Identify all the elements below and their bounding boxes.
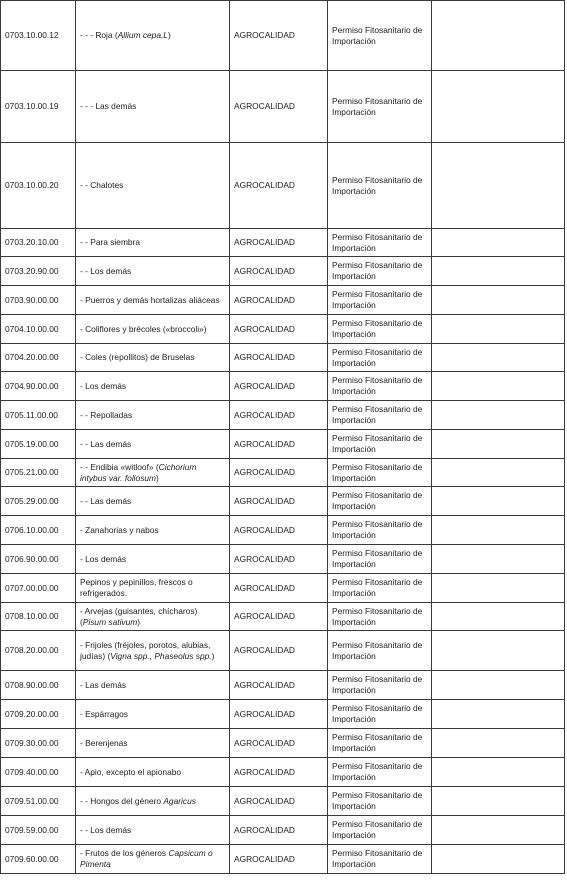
description-cell	[76, 143, 230, 229]
tariff-code-cell: 0704.20.00.00	[1, 344, 76, 372]
agency-cell: AGROCALIDAD	[230, 729, 328, 758]
agency-cell: AGROCALIDAD	[230, 459, 328, 487]
scientific-name-text: Vigna spp., Phaseolus spp.	[110, 650, 212, 661]
permit-cell: Permiso Fitosanitario de Importación	[328, 758, 432, 787]
empty-cell	[432, 71, 565, 143]
tariff-code-cell: 0708.20.00.00	[1, 631, 76, 671]
empty-cell	[432, 516, 565, 545]
description-text: - Berenjenas	[80, 737, 128, 748]
tariff-code-cell: 0703.90.00.00	[1, 286, 76, 315]
permit-cell: Permiso Fitosanitario de Importación	[328, 315, 432, 344]
scientific-name-text: Agaricus	[163, 795, 196, 806]
description-text: )	[156, 472, 159, 483]
agency-cell: AGROCALIDAD	[230, 700, 328, 729]
empty-cell	[432, 229, 565, 257]
tariff-code-cell: 0709.30.00.00	[1, 729, 76, 758]
description-text: )	[211, 650, 215, 661]
tariff-code-cell: 0703.10.00.19	[1, 71, 76, 143]
description-text: - Arvejas (guisantes, chícharos) (	[80, 605, 198, 627]
description-text: - - Los demás	[80, 265, 132, 276]
description-cell	[76, 487, 230, 516]
description-text: - Puerros y demás hortalizas aliáceas	[80, 294, 220, 305]
description-cell	[76, 603, 230, 631]
empty-cell	[432, 545, 565, 574]
empty-cell	[432, 729, 565, 758]
description-cell	[76, 257, 230, 286]
agency-cell: AGROCALIDAD	[230, 516, 328, 545]
description-text: - - Las demás	[80, 438, 132, 449]
permit-cell: Permiso Fitosanitario de Importación	[328, 372, 432, 401]
description-text: - Frijoles (fréjoles, porotos, alubias, judías) (	[80, 639, 211, 661]
table-row	[1, 315, 565, 344]
description-text: - - Las demás	[80, 495, 132, 506]
permit-cell: Permiso Fitosanitario de Importación	[328, 845, 432, 874]
empty-cell	[432, 372, 565, 401]
table-row	[1, 700, 565, 729]
empty-cell	[432, 631, 565, 671]
permit-cell: Permiso Fitosanitario de Importación	[328, 286, 432, 315]
description-text: - Zanahorias y nabos	[80, 524, 159, 535]
table-row	[1, 516, 565, 545]
description-cell	[76, 372, 230, 401]
agency-cell: AGROCALIDAD	[230, 401, 328, 430]
description-cell	[76, 71, 230, 143]
description-text: - - - Las demás	[80, 101, 137, 111]
description-text: )	[167, 30, 171, 40]
description-cell	[76, 545, 230, 574]
permit-cell: Permiso Fitosanitario de Importación	[328, 631, 432, 671]
permit-cell: Permiso Fitosanitario de Importación	[328, 257, 432, 286]
permit-cell: Permiso Fitosanitario de Importación	[328, 71, 432, 143]
empty-cell	[432, 603, 565, 631]
table-row	[1, 816, 565, 845]
scientific-name-text: Cichorium intybus var. foliosum	[80, 461, 197, 483]
tariff-table-body	[1, 1, 565, 874]
tariff-code-cell: 0703.20.90.00	[1, 257, 76, 286]
permit-cell: Permiso Fitosanitario de Importación	[328, 787, 432, 816]
agency-cell: AGROCALIDAD	[230, 430, 328, 459]
agency-cell: AGROCALIDAD	[230, 631, 328, 671]
description-text: - - Chalotes	[80, 180, 124, 190]
agency-cell: AGROCALIDAD	[230, 845, 328, 874]
empty-cell	[432, 487, 565, 516]
empty-cell	[432, 401, 565, 430]
table-row	[1, 257, 565, 286]
agency-cell: AGROCALIDAD	[230, 344, 328, 372]
empty-cell	[432, 315, 565, 344]
empty-cell	[432, 459, 565, 487]
tariff-code-cell: 0709.40.00.00	[1, 758, 76, 787]
description-cell	[76, 729, 230, 758]
permit-cell: Permiso Fitosanitario de Importación	[328, 574, 432, 603]
description-text: - - - Roja (	[80, 30, 118, 40]
description-cell	[76, 401, 230, 430]
tariff-code-cell: 0705.21.00.00	[1, 459, 76, 487]
agency-cell: AGROCALIDAD	[230, 787, 328, 816]
agency-cell: AGROCALIDAD	[230, 574, 328, 603]
permit-cell: Permiso Fitosanitario de Importación	[328, 729, 432, 758]
agency-cell: AGROCALIDAD	[230, 71, 328, 143]
table-row	[1, 574, 565, 603]
agency-cell: AGROCALIDAD	[230, 229, 328, 257]
table-row	[1, 430, 565, 459]
permit-cell: Permiso Fitosanitario de Importación	[328, 401, 432, 430]
scientific-name-text: Pisum sativum	[82, 616, 138, 627]
scientific-name-text: Allium cepa.L	[117, 30, 168, 40]
table-row	[1, 344, 565, 372]
empty-cell	[432, 758, 565, 787]
agency-cell: AGROCALIDAD	[230, 487, 328, 516]
empty-cell	[432, 845, 565, 874]
tariff-code-cell: 0704.90.00.00	[1, 372, 76, 401]
description-text: - Los demás	[80, 553, 127, 564]
description-text: - Los demás	[80, 380, 127, 391]
empty-cell	[432, 816, 565, 845]
description-cell	[76, 574, 230, 603]
table-row	[1, 545, 565, 574]
agency-cell: AGROCALIDAD	[230, 143, 328, 229]
table-row	[1, 487, 565, 516]
tariff-code-cell: 0704.10.00.00	[1, 315, 76, 344]
permit-cell: Permiso Fitosanitario de Importación	[328, 459, 432, 487]
description-cell	[76, 430, 230, 459]
description-cell	[76, 700, 230, 729]
empty-cell	[432, 430, 565, 459]
empty-cell	[432, 143, 565, 229]
agency-cell: AGROCALIDAD	[230, 257, 328, 286]
tariff-code-cell: 0709.60.00.00	[1, 845, 76, 874]
table-row	[1, 1, 565, 71]
agency-cell: AGROCALIDAD	[230, 816, 328, 845]
permit-cell: Permiso Fitosanitario de Importación	[328, 603, 432, 631]
tariff-code-cell: 0708.10.00.00	[1, 603, 76, 631]
empty-cell	[432, 257, 565, 286]
tariff-code-cell: 0708.90.00.00	[1, 671, 76, 700]
empty-cell	[432, 344, 565, 372]
scientific-name-text: Capsicum o Pimenta	[80, 848, 213, 869]
description-text: - - Hongos del género	[80, 795, 164, 806]
description-cell	[76, 1, 230, 71]
description-cell	[76, 516, 230, 545]
description-cell	[76, 286, 230, 315]
tariff-code-cell: 0703.10.00.20	[1, 143, 76, 229]
description-cell	[76, 344, 230, 372]
description-cell	[76, 671, 230, 700]
description-cell	[76, 758, 230, 787]
permit-cell: Permiso Fitosanitario de Importación	[328, 344, 432, 372]
empty-cell	[432, 787, 565, 816]
description-text: - Espárragos	[80, 708, 128, 719]
table-row	[1, 758, 565, 787]
agency-cell: AGROCALIDAD	[230, 286, 328, 315]
agency-cell: AGROCALIDAD	[230, 603, 328, 631]
table-row	[1, 631, 565, 671]
description-cell	[76, 315, 230, 344]
table-row	[1, 459, 565, 487]
agency-cell: AGROCALIDAD	[230, 1, 328, 71]
tariff-code-cell: 0703.20.10.00	[1, 229, 76, 257]
description-cell	[76, 459, 230, 487]
table-row	[1, 143, 565, 229]
tariff-code-cell: 0705.29.00.00	[1, 487, 76, 516]
permit-cell: Permiso Fitosanitario de Importación	[328, 487, 432, 516]
empty-cell	[432, 1, 565, 71]
table-row	[1, 729, 565, 758]
description-cell	[76, 631, 230, 671]
permit-cell: Permiso Fitosanitario de Importación	[328, 430, 432, 459]
description-text: Pepinos y pepinillos, frescos o refrigerados.	[80, 577, 193, 598]
table-row	[1, 671, 565, 700]
table-row	[1, 787, 565, 816]
empty-cell	[432, 700, 565, 729]
table-row	[1, 229, 565, 257]
empty-cell	[432, 671, 565, 700]
permit-cell: Permiso Fitosanitario de Importación	[328, 143, 432, 229]
description-cell	[76, 787, 230, 816]
tariff-code-cell: 0705.19.00.00	[1, 430, 76, 459]
tariff-code-cell: 0709.51.00.00	[1, 787, 76, 816]
empty-cell	[432, 574, 565, 603]
table-row	[1, 71, 565, 143]
agency-cell: AGROCALIDAD	[230, 758, 328, 787]
table-row	[1, 845, 565, 874]
description-cell	[76, 229, 230, 257]
tariff-code-cell: 0705.11.00.00	[1, 401, 76, 430]
permit-cell: Permiso Fitosanitario de Importación	[328, 700, 432, 729]
table-row	[1, 603, 565, 631]
tariff-code-cell: 0709.20.00.00	[1, 700, 76, 729]
permit-cell: Permiso Fitosanitario de Importación	[328, 516, 432, 545]
description-text: - - Endibia «witloof» (	[80, 461, 159, 472]
tariff-code-cell: 0709.59.00.00	[1, 816, 76, 845]
permit-cell: Permiso Fitosanitario de Importación	[328, 816, 432, 845]
description-text: - Coles (repollitos) de Bruselas	[80, 352, 195, 362]
agency-cell: AGROCALIDAD	[230, 545, 328, 574]
description-text: - - Los demás	[80, 824, 132, 835]
description-text: - Coliflores y brécoles («broccoli»)	[80, 323, 207, 334]
tariff-code-cell: 0706.10.00.00	[1, 516, 76, 545]
agency-cell: AGROCALIDAD	[230, 315, 328, 344]
tariff-code-cell: 0706.90.00.00	[1, 545, 76, 574]
permit-cell: Permiso Fitosanitario de Importación	[328, 545, 432, 574]
description-text: - Frutos de los géneros	[80, 848, 169, 858]
description-text: - Apio, excepto el apionabo	[80, 766, 182, 777]
agency-cell: AGROCALIDAD	[230, 372, 328, 401]
description-text: - Las demás	[80, 679, 127, 690]
description-text: - - Repolladas	[80, 409, 133, 420]
description-cell	[76, 845, 230, 874]
table-row	[1, 401, 565, 430]
description-text: - - Para siembra	[80, 237, 141, 247]
description-text: )	[137, 616, 141, 627]
tariff-code-cell: 0703.10.00.12	[1, 1, 76, 71]
empty-cell	[432, 286, 565, 315]
table-row	[1, 372, 565, 401]
agency-cell: AGROCALIDAD	[230, 671, 328, 700]
description-cell	[76, 816, 230, 845]
tariff-code-cell: 0707.00.00.00	[1, 574, 76, 603]
table-row	[1, 286, 565, 315]
permit-cell: Permiso Fitosanitario de Importación	[328, 229, 432, 257]
permit-cell: Permiso Fitosanitario de Importación	[328, 1, 432, 71]
permit-cell: Permiso Fitosanitario de Importación	[328, 671, 432, 700]
